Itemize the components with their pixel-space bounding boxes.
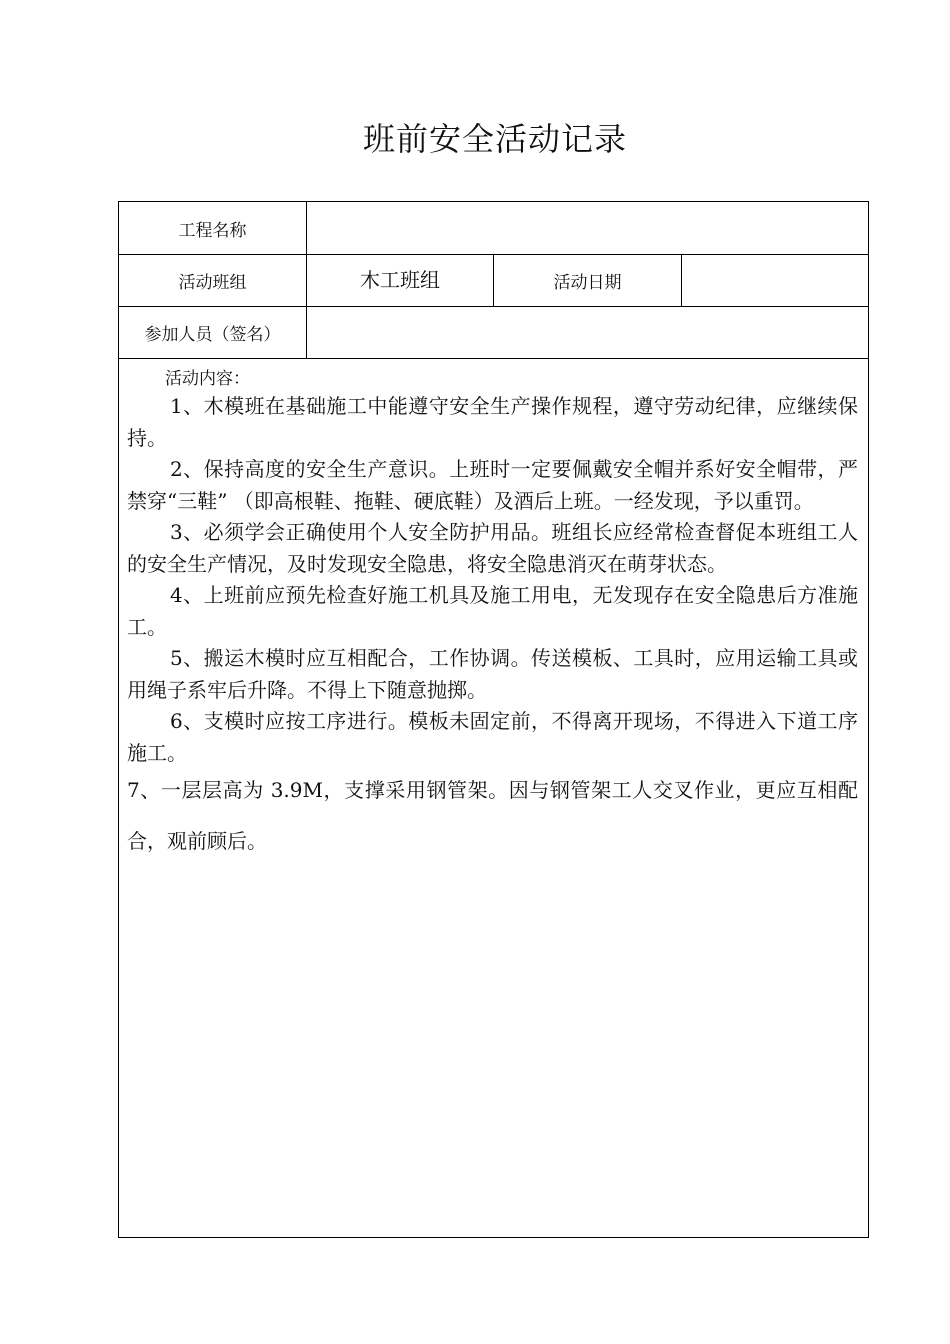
participants-row	[119, 307, 868, 359]
project-name-label: 工程名称	[178, 220, 247, 241]
page-title: 班前安全活动记录	[362, 120, 627, 158]
project-name-field[interactable]	[307, 202, 868, 254]
content-item-4: 4、上班前应预先检查好施工机具及施工用电，无发现存在安全隐患后方准施工。	[127, 583, 858, 639]
content-item-1: 1、木模班在基础施工中能遵守安全生产操作规程，遵守劳动纪律，应继续保持。	[127, 394, 858, 450]
content-item-6: 6、支模时应按工序进行。模板未固定前，不得离开现场，不得进入下道工序施工。	[127, 709, 858, 765]
participants-label: 参加人员（签名）	[144, 325, 281, 345]
team-label: 活动班组	[178, 273, 247, 293]
content-item-3: 3、必须学会正确使用个人安全防护用品。班组长应经常检查督促本班组工人的安全生产情况，及时发现安全隐患，将安全隐患消灭在萌芽状态。	[127, 520, 858, 576]
date-field[interactable]	[682, 255, 868, 306]
content-item-7: 7、一层层高为 3.9M，支撑采用钢管架。因与钢管架工人交叉作业，更应互相配合，观前顾后。	[127, 778, 858, 853]
content-item-2: 2、保持高度的安全生产意识。上班时一定要佩戴安全帽并系好安全帽带，严禁穿“三鞋” （即高根鞋、拖鞋、硬底鞋）及酒后上班。一经发现，予以重罚。	[127, 457, 858, 513]
project-name-row	[119, 202, 868, 255]
record-form	[118, 201, 869, 1238]
team-field[interactable]: 木工班组	[360, 268, 440, 292]
activity-content-label: 活动内容：	[165, 369, 250, 389]
date-label: 活动日期	[553, 273, 622, 293]
participants-field[interactable]	[307, 307, 868, 358]
activity-content	[119, 359, 868, 867]
content-item-5: 5、搬运木模时应互相配合，工作协调。传送模板、工具时，应用运输工具或用绳子系牢后升降。不得上下随意抛掷。	[127, 646, 858, 702]
team-date-row	[119, 255, 868, 307]
